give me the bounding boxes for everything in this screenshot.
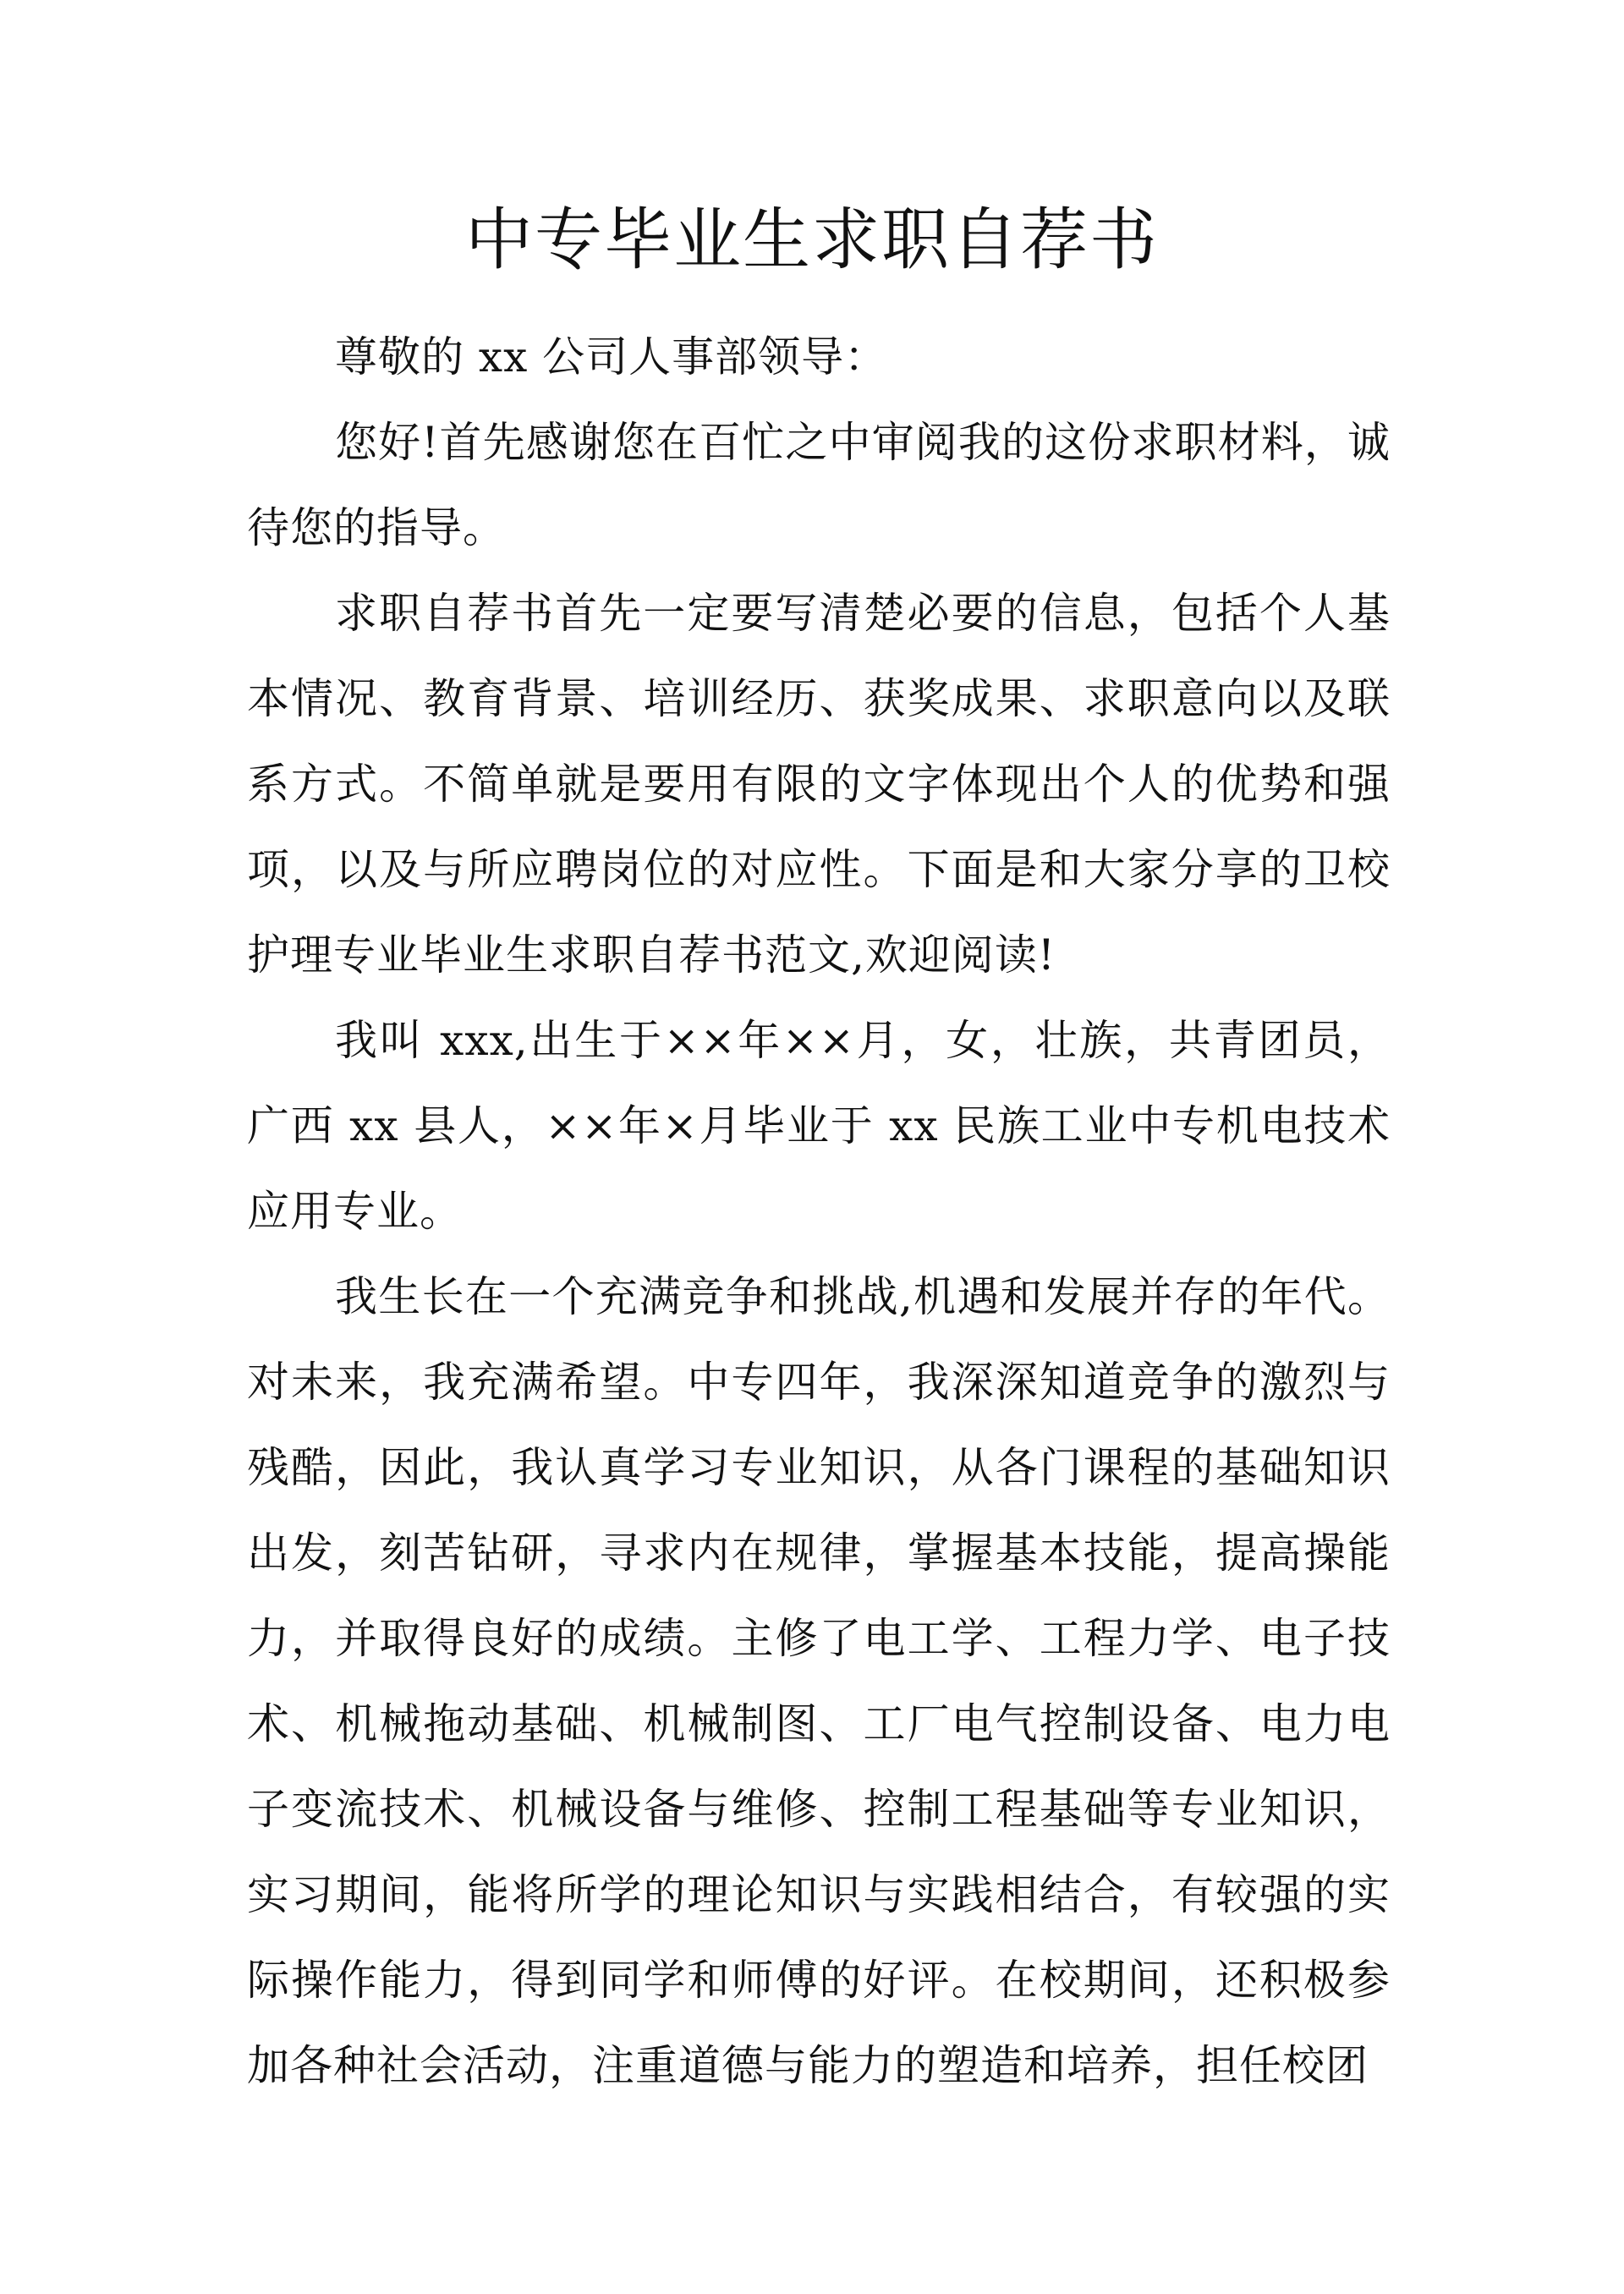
document-body <box>247 315 1391 2109</box>
paragraph-intro: 求职自荐书首先一定要写清楚必要的信息，包括个人基本情况、教育背景、培训经历、获奖成果、求职意向以及联系方式。不简单就是要用有限的文字体现出个人的优势和强项，以及与所应聘岗位的对应性。下面是和大家分享的卫校护理专业毕业生求职自荐书范文,欢迎阅读! <box>247 589 1391 980</box>
paragraph-education: 我生长在一个充满竞争和挑战,机遇和发展并存的年代。对未来，我充满希望。中专四年，我深深知道竞争的激烈与残酷，因此，我认真学习专业知识，从各门课程的基础知识出发，刻苦钻研，寻求内在规律，掌握基本技能，提高操能力，并取得良好的成绩。主修了电工学、工程力学、电子技术、机械拖动基础、机械制图、工厂电气控制设备、电力电子变流技术、机械设备与维修、控制工程基础等专业知识，实习期间，能将所学的理论知识与实践相结合，有较强的实际操作能力，得到同学和师傅的好评。在校期间，还积极参加各种社会活动，注重道德与能力的塑造和培养，担任校团 <box>247 1272 1391 2090</box>
document-title: 中专毕业生求职自荐书 <box>465 200 1159 279</box>
paragraph-greeting: 您好!首先感谢您在百忙之中审阅我的这份求职材料，诚待您的指导。 <box>247 418 1391 552</box>
paragraph-personal-info: 我叫 xxx,出生于××年××月，女，壮族，共青团员，广西 xx 县人，××年×月毕业于 xx 民族工业中专机电技术应用专业。 <box>247 1016 1391 1236</box>
salutation: 尊敬的 xx 公司人事部领导： <box>335 332 888 381</box>
